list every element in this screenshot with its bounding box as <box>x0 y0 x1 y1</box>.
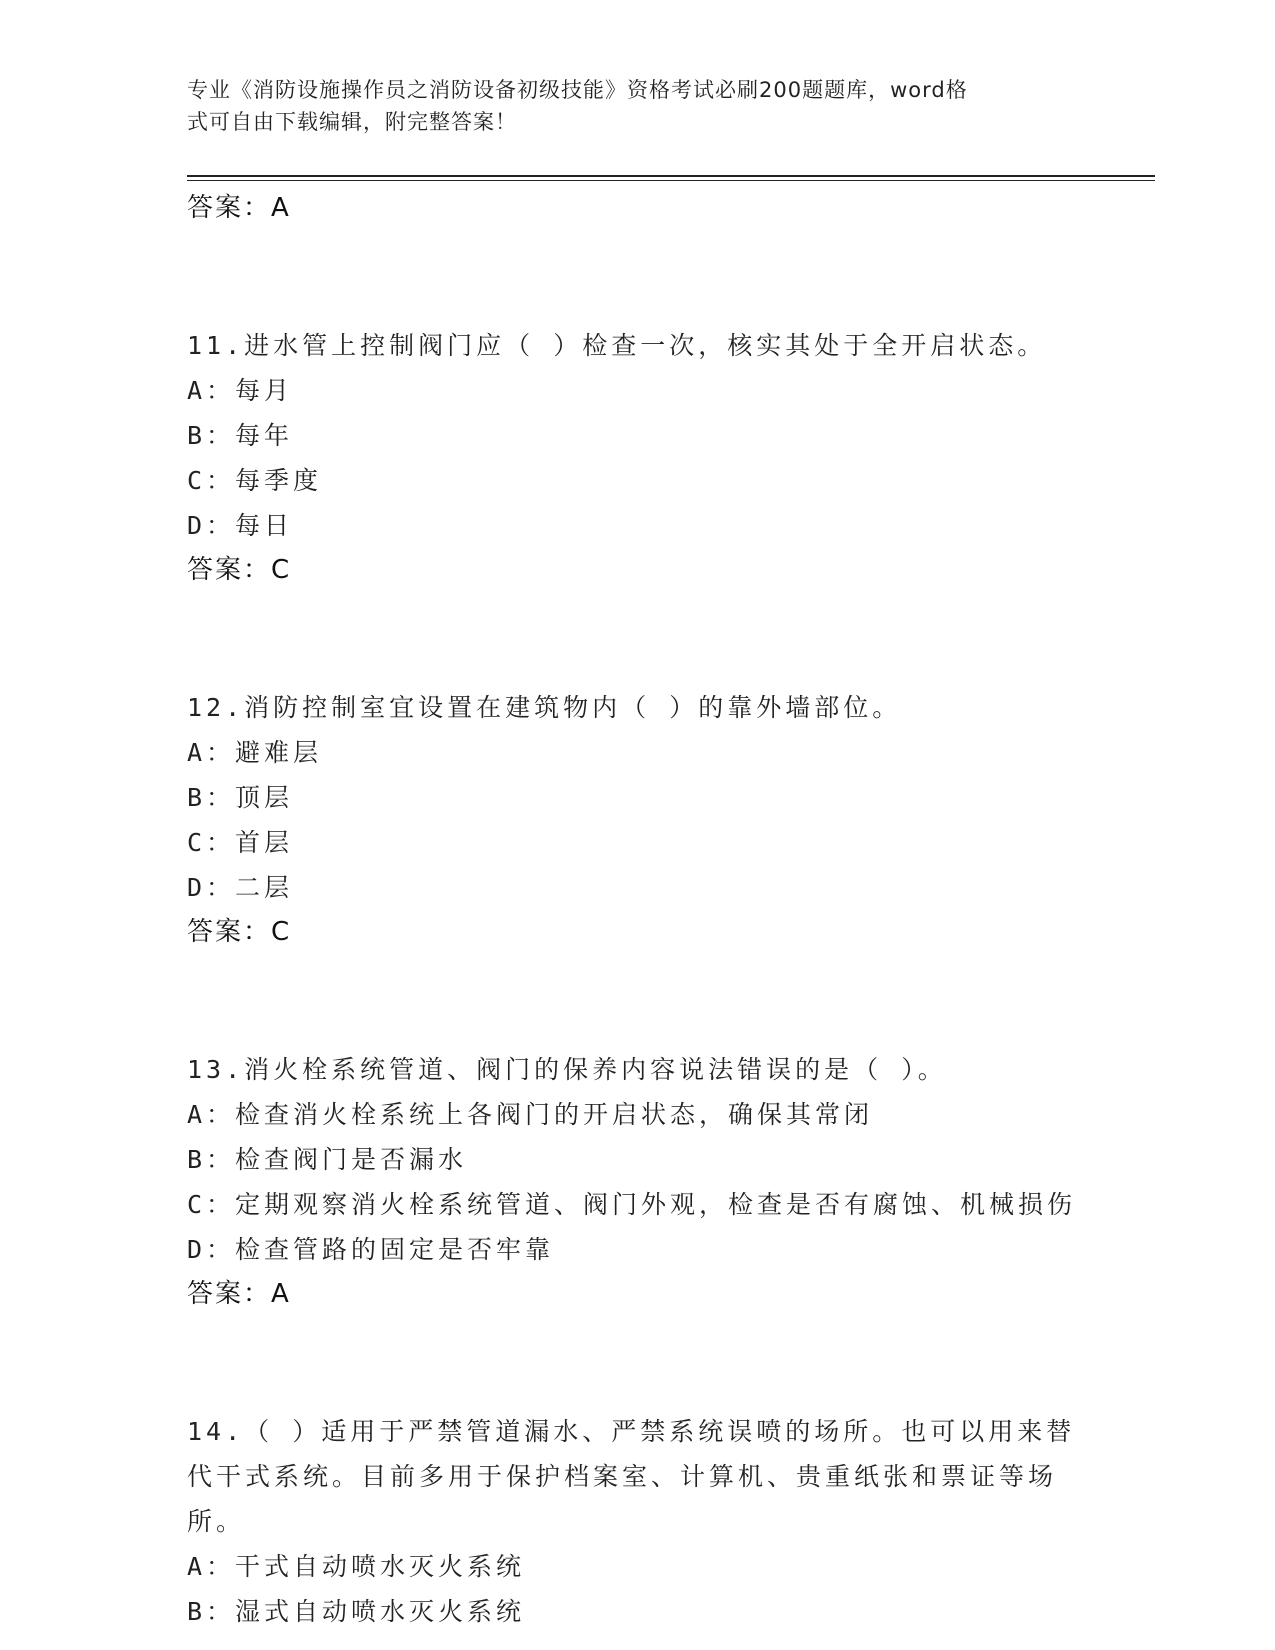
option-d: D：二层 <box>187 873 294 902</box>
question-stem-line-1: 14.（ ）适用于严禁管道漏水、严禁系统误喷的场所。也可以用来替 <box>187 1417 1076 1446</box>
answer-line: 答案：C <box>187 917 292 947</box>
question-stem-line-2: 代干式系统。目前多用于保护档案室、计算机、贵重纸张和票证等场 <box>187 1462 1058 1491</box>
question-stem: 11.进水管上控制阀门应（ ）检查一次，核实其处于全开启状态。 <box>187 331 1047 360</box>
spacer <box>187 231 1087 323</box>
question-13 <box>187 1047 1087 1317</box>
option-c: C：每季度 <box>187 466 323 495</box>
question-14 <box>187 1409 1087 1634</box>
spacer <box>187 1317 1087 1409</box>
option-d: D：检查管路的固定是否牢靠 <box>187 1235 555 1264</box>
option-c: C：首层 <box>187 828 294 857</box>
question-12 <box>187 685 1087 955</box>
header-line-2: 式可自由下载编辑，附完整答案！ <box>187 110 517 134</box>
question-stem-line-3: 所。 <box>187 1507 246 1536</box>
spacer <box>187 593 1087 685</box>
header-rule-thin <box>187 180 1155 181</box>
option-b: B：检查阀门是否漏水 <box>187 1145 468 1174</box>
answer-line: 答案：C <box>187 555 292 585</box>
document-header <box>187 74 1067 138</box>
question-11 <box>187 323 1087 593</box>
option-a: A：干式自动喷水灭火系统 <box>187 1552 526 1581</box>
option-a: A：避难层 <box>187 738 323 767</box>
option-a: A：检查消火栓系统上各阀门的开启状态，确保其常闭 <box>187 1100 874 1129</box>
option-b: B：湿式自动喷水灭火系统 <box>187 1597 526 1626</box>
question-stem: 13.消火栓系统管道、阀门的保养内容说法错误的是（ ）。 <box>187 1055 947 1084</box>
header-line-1: 专业《消防设施操作员之消防设备初级技能》资格考试必刷200题题库，word格 <box>187 78 968 102</box>
option-b: B：每年 <box>187 421 294 450</box>
option-d: D：每日 <box>187 511 294 540</box>
answer-line: 答案：A <box>187 1279 291 1309</box>
question-stem: 12.消防控制室宜设置在建筑物内（ ）的靠外墙部位。 <box>187 693 902 722</box>
option-c: C：定期观察消火栓系统管道、阀门外观，检查是否有腐蚀、机械损伤 <box>187 1190 1077 1219</box>
option-a: A：每月 <box>187 376 294 405</box>
option-b: B：顶层 <box>187 783 294 812</box>
spacer <box>187 955 1087 1047</box>
question-list <box>187 186 1087 1634</box>
answer-line: 答案：A <box>187 193 291 223</box>
header-rule-thick <box>187 175 1155 177</box>
